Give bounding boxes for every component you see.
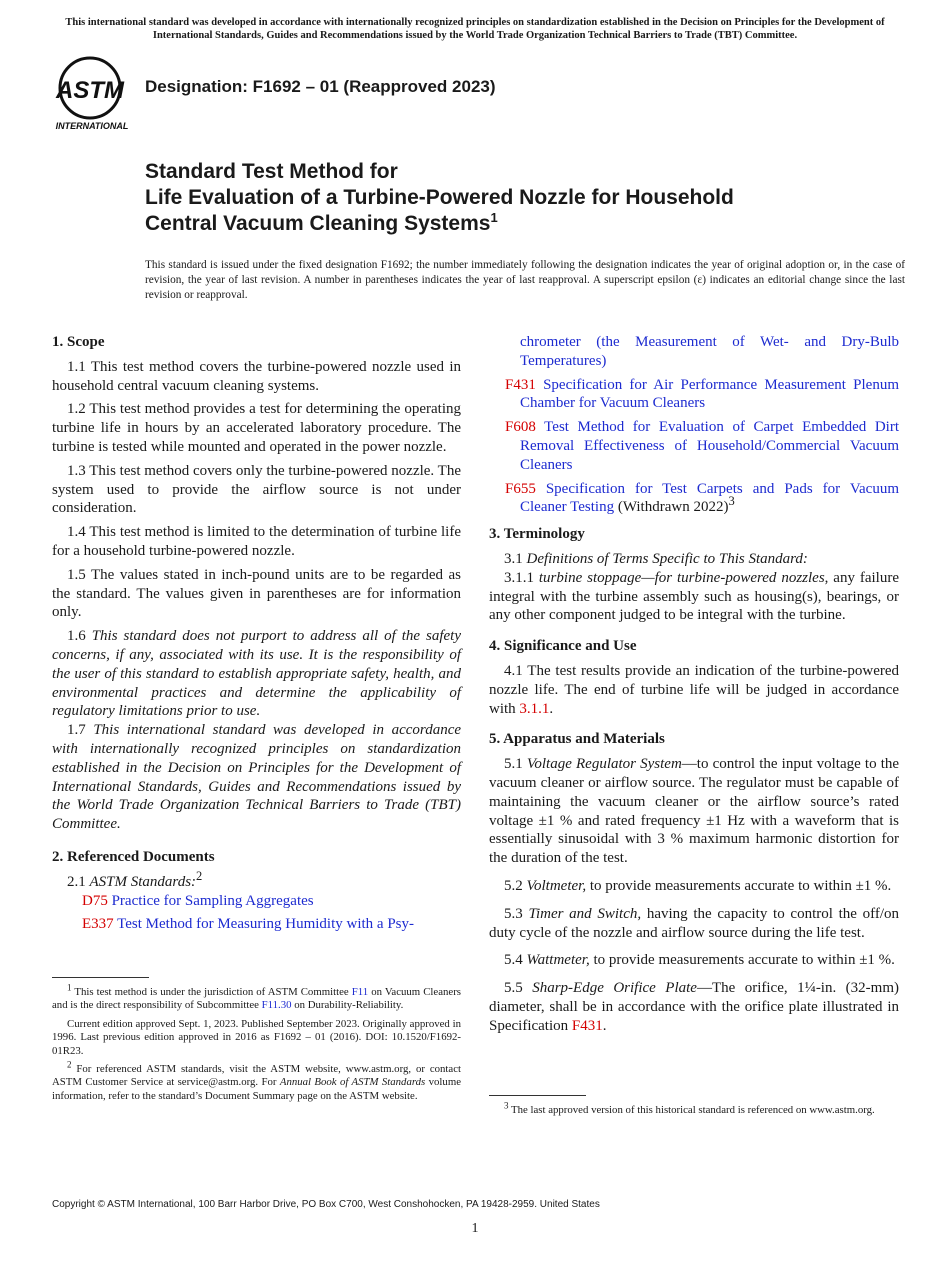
logo-caption: INTERNATIONAL [55,121,129,131]
ref-f431[interactable]: F431 Specification for Air Performance Measurement Plenum Chamber for Vacuum Cleaners [505,376,899,412]
para-4-1: 4.1 The test results provide an indication of the turbine-powered nozzle life. The end of turbine life will be judged in accordance with 3.1.1. [489,662,899,717]
copyright: Copyright © ASTM International, 100 Barr Harbor Drive, PO Box C700, West Conshohocken, PA 19428-2959. United States [52,1199,600,1210]
para-5-5: 5.5 Sharp-Edge Orifice Plate—The orifice, 1¼-in. (32-mm) diameter, shall be in accordance with the orifice plate illustrated in Specification F431. [489,980,900,1034]
ref-f608[interactable]: F608 Test Method for Evaluation of Carpet Embedded Dirt Removal Effectiveness of Household/Commercial Vacuum Cleaners [505,419,899,473]
ref-e337-cont[interactable]: chrometer (the Measurement of Wet- and Dry-Bulb Temperatures) [520,334,899,369]
footnote-2: $^2$ For referenced ASTM standards, visit the ASTM website, www.astm.org, or contact ASTM Customer Service at service@astm.org. For Annual Book of ASTM Standards volume information, refer to the standard’s Document Summary page on the ASTM website. [52,1059,462,1102]
footnote-1: $^1$ This test method is under the jurisdiction of ASTM Committee F11 on Vacuum Cleaners and is the direct responsibility of Subcommittee F11.30 on Durability-Reliability. [52,982,461,1012]
designation: Designation: F1692 – 01 (Reapproved 2023) [145,77,496,96]
right-column [489,333,900,1116]
left-footnotes [52,977,461,1108]
page-title [145,159,865,237]
astm-logo [52,56,136,134]
ref-d75[interactable]: D75 Practice for Sampling Aggregates [82,892,314,909]
section-heading-referenced: 2. Referenced Documents [52,848,215,865]
para-1-2: 1.2 This test method provides a test for determining the operating turbine life in hours by an accelerated laboratory procedure. The turbine is tested while mounted and operated in the power nozzle. [52,401,461,455]
para-5-2: 5.2 Voltmeter, to provide measurements accurate to within ±1 %. [504,877,892,894]
left-column [52,333,462,1102]
footnote-rule [52,977,149,978]
ref-e337[interactable]: E337 Test Method for Measuring Humidity with a Psy- [82,916,414,933]
para-1-3: 1.3 This test method covers only the turbine-powered nozzle. The system used to provide the airflow source is not under consideration. [52,462,461,517]
para-3-1-1: 3.1.1 turbine stoppage—for turbine-powered nozzles, any failure integral with the turbine assembly such as housing(s), bearings, or any other component judged to be integral with the turbine. [489,569,899,624]
section-heading-scope: 1. Scope [52,334,105,350]
para-1-6: 1.6 This standard does not purport to address all of the safety concerns, if any, associated with its use. It is the responsibility of the user of this standard to establish appropriate safety, health, and environmental practices and determine the applicability of regulatory limitations prior to use. [52,628,462,720]
footnote-3: $^3$ The last approved version of this historical standard is referenced on www.astm.org. [504,1100,875,1116]
para-1-5: 1.5 The values stated in inch-pound units are to be regarded as the standard. The values given in parentheses are for information only. [52,566,461,621]
para-1-4: 1.4 This test method is limited to the determination of turbine life for a household turbine-powered nozzle. [52,524,461,559]
para-5-4: 5.4 Wattmeter, to provide measurements accurate to within ±1 %. [504,952,895,969]
para-1-7: 1.7 This international standard was developed in accordance with internationally recognized principles on standardization established in the Decision on Principles for the Development of International Standards, Guides and Recommendations issued by the World Trade Organization Technical Barriers to Trade (TBT) Committee. [52,722,462,833]
title-footnote-mark: 1 [490,210,498,225]
section-heading-significance: 4. Significance and Use [489,638,637,655]
footnote-rule [489,1095,586,1096]
section-heading-terminology: 3. Terminology [489,526,585,543]
page-number: 1 [471,1221,479,1236]
para-2-1: 2.1 ASTM Standards:$^2$ [67,868,203,890]
tbt-notice: This international standard was developed in accordance with internationally recognized principles on standardization established in the Decision on Principles for the Development of International Standards, Guides and Recommendations issued by the World Trade Organization Technical Barriers to Trade (TBT) Committee. [65,17,885,41]
title-line-1: Standard Test Method for [145,160,398,183]
ref-f655[interactable]: F655 Specification for Test Carpets and Pads for Vacuum Cleaner Testing (Withdrawn 2022)$^3$ [505,480,900,516]
link-3-1-1[interactable]: 3.1.1 [519,700,550,717]
link-f431[interactable]: F431 [571,1017,603,1034]
para-1-1: 1.1 This test method covers the turbine-powered nozzle used in household central vacuum cleaning systems. [52,358,461,394]
para-5-1: 5.1 Voltage Regulator System—to control the input voltage to the vacuum cleaner or airflow source. The regulator must be capable of maintaining the vacuum cleaner or the airflow source’s rated voltage ±1 % and rated frequency ±1 Hz with a waveform that is essentially sinusoidal with 3 % maximum harmonic distortion for the duration of the test. [489,756,900,867]
title-line-3: Central Vacuum Cleaning Systems [145,212,491,235]
link-f11[interactable]: F11 [351,986,369,998]
link-f11-30[interactable]: F11.30 [261,999,292,1012]
right-footnotes [489,1095,899,1122]
section-heading-apparatus: 5. Apparatus and Materials [489,731,665,748]
para-5-3: 5.3 Timer and Switch, having the capacity to control the off/on duty cycle of the nozzle and airflow source during the life test. [489,905,900,941]
footnote-1-edition: Current edition approved Sept. 1, 2023. Published September 2023. Originally approved in 1996. Last previous edition approved in 2016 as F1692 – 01 (2016). DOI: 10.1520/F1692-01R23. [52,1017,461,1057]
title-line-2: Life Evaluation of a Turbine-Powered Nozzle for Household [145,186,734,209]
para-3-1: 3.1 Definitions of Terms Specific to This Standard: [504,550,808,567]
logo-letters: ASTM [56,77,124,104]
issuance-note: This standard is issued under the fixed designation F1692; the number immediately following the designation indicates the year of original adoption or, in the case of revision, the year of last revision. A number in parentheses indicates the year of last reapproval. A superscript epsilon (ε) indicates an editorial change since the last revision or reapproval. [145,259,905,301]
